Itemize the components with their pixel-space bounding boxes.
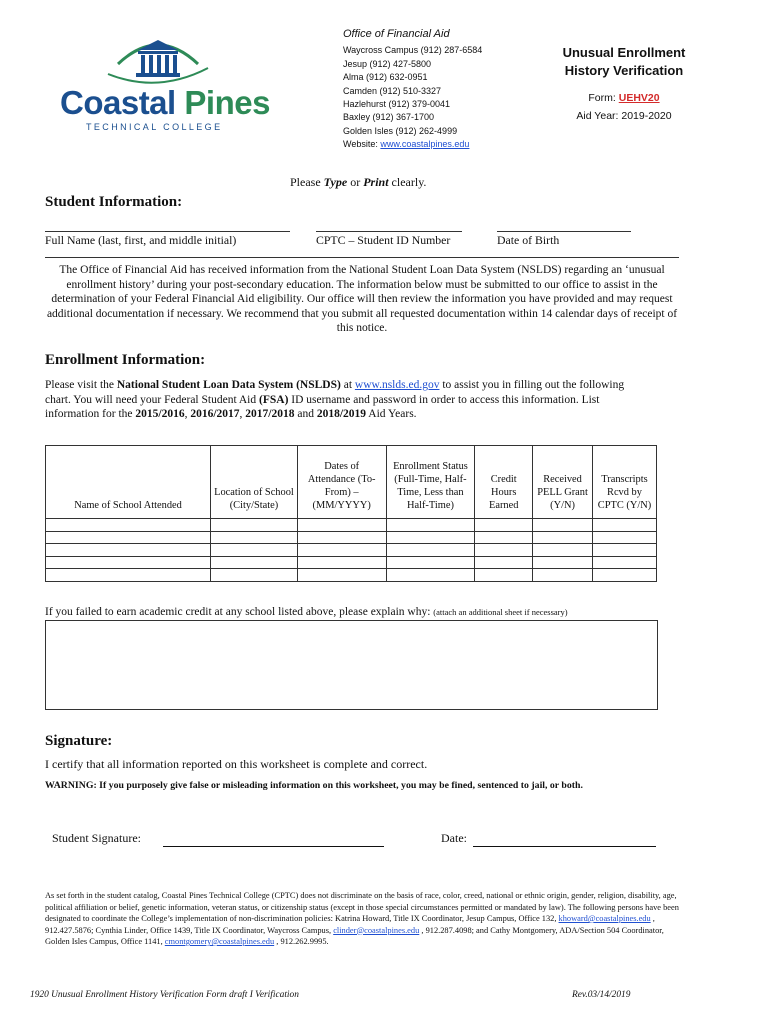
non-discrimination-notice: As set forth in the student catalog, Coastal Pines Technical College (CPTC) does not discriminate on the basis of race, color, creed, national or ethnic origin, gender, religion, disability, age, political affiliation or belief, genetic information, veteran status, or citizenship status (except in those special circumstances permitted or mandated by law). The following persons have been designated to coordinate the College’s implementation of non-discrimination policies: Katrina Howard, Title IX Coordinator, Jesup Campus, Office 132, khoward@coastalpines.edu , 912.427.5876; Cynthia Linder, Office 1439, Title IX Coordinator, Waycross Campus, clinder@coastalpines.edu , 912.287.4098; and Cathy Montgomery, ADA/Section 504 Coordinator, Golden Isles Campus, Office 1141, cmontgomery@coastalpines.edu , 912.262.9995.	[45, 891, 679, 946]
table-cell[interactable]	[297, 519, 386, 532]
col-location: Location of School (City/State)	[211, 446, 298, 519]
table-cell[interactable]	[211, 544, 298, 557]
student-signature-label: Student Signature:	[52, 831, 141, 845]
table-cell[interactable]	[297, 556, 386, 569]
contact-line: Baxley (912) 367-1700	[343, 112, 435, 123]
form-meta: Form: UEHV20 Aid Year: 2019-2020	[548, 89, 700, 125]
college-logo	[52, 34, 270, 134]
form-code: UEHV20	[618, 92, 660, 104]
student-id-field[interactable]	[316, 218, 462, 232]
divider	[45, 257, 679, 258]
student-id-label: CPTC – Student ID Number	[316, 233, 451, 247]
table-cell[interactable]	[592, 519, 656, 532]
website-link[interactable]: www.coastalpines.edu	[380, 139, 470, 150]
email-link-cmontgomery[interactable]: cmontgomery@coastalpines.edu	[164, 937, 275, 946]
enrollment-table	[45, 445, 657, 582]
table-cell[interactable]	[475, 544, 533, 557]
explain-prompt: If you failed to earn academic credit at any school listed above, please explain why: (attach an additional sheet if necessary)	[45, 606, 568, 618]
table-cell[interactable]	[475, 531, 533, 544]
email-link-clinder[interactable]: clinder@coastalpines.edu	[333, 925, 420, 935]
dob-field[interactable]	[497, 218, 631, 232]
table-cell[interactable]	[211, 519, 298, 532]
date-label: Date:	[441, 831, 467, 845]
table-cell[interactable]	[46, 556, 211, 569]
table-cell[interactable]	[46, 519, 211, 532]
columns-building-icon	[98, 34, 218, 86]
dob-label: Date of Birth	[497, 233, 560, 247]
form-title: Unusual Enrollment History Verification	[562, 45, 686, 78]
signature-heading: Signature:	[45, 733, 113, 749]
enrollment-heading: Enrollment Information:	[45, 352, 206, 368]
date-field[interactable]	[473, 846, 656, 847]
table-row	[46, 556, 657, 569]
table-row	[46, 519, 657, 532]
contact-line: Alma (912) 632-0951	[343, 72, 428, 83]
table-cell[interactable]	[386, 569, 475, 582]
office-title: Office of Financial Aid	[343, 28, 450, 40]
col-school-name: Name of School Attended	[46, 446, 211, 519]
table-cell[interactable]	[297, 569, 386, 582]
table-cell[interactable]	[211, 569, 298, 582]
table-cell[interactable]	[592, 569, 656, 582]
table-row	[46, 569, 657, 582]
contact-line: Camden (912) 510-3327	[343, 85, 442, 96]
contact-block	[343, 28, 482, 152]
table-cell[interactable]	[475, 569, 533, 582]
logo-subtitle: TECHNICAL COLLEGE	[86, 122, 223, 132]
contact-line: Jesup (912) 427-5800	[343, 58, 432, 69]
document-name: 1920 Unusual Enrollment History Verification Form draft I Verification	[30, 990, 299, 1000]
revision-date: Rev.03/14/2019	[572, 990, 631, 1000]
enrollment-instructions: Please visit the National Student Loan Data System (NSLDS) at www.nslds.ed.gov to assist you in filling out the following chart. You will need your Federal Student Aid (FSA) ID username and password in order to access this information. List information for the 2015/2016, 2016/2017, 2017/2018 and 2018/2019 Aid Years.	[45, 379, 625, 421]
table-cell[interactable]	[475, 519, 533, 532]
explanation-textbox[interactable]	[45, 620, 658, 710]
table-cell[interactable]	[475, 556, 533, 569]
col-transcripts: Transcripts Rcvd by CPTC (Y/N)	[592, 446, 656, 519]
table-cell[interactable]	[386, 544, 475, 557]
table-cell[interactable]	[592, 556, 656, 569]
website-line: Website: www.coastalpines.edu	[343, 139, 470, 150]
col-credit-hours: Credit Hours Earned	[475, 446, 533, 519]
table-cell[interactable]	[211, 556, 298, 569]
warning-statement: WARNING: If you purposely give false or misleading information on this worksheet, you may be fined, sentenced to jail, or both.	[45, 780, 583, 791]
table-cell[interactable]	[46, 544, 211, 557]
table-cell[interactable]	[533, 544, 593, 557]
table-cell[interactable]	[533, 531, 593, 544]
col-dates: Dates of Attendance (To-From) – (MM/YYYY)	[297, 446, 386, 519]
table-cell[interactable]	[297, 544, 386, 557]
table-row	[46, 544, 657, 557]
email-link-khoward[interactable]: khoward@coastalpines.edu	[558, 914, 651, 923]
print-instruction: Please Type or Print clearly.	[290, 175, 427, 189]
table-cell[interactable]	[297, 531, 386, 544]
logo-wordmark: Coastal Pines	[60, 84, 270, 121]
contact-line: Golden Isles (912) 262-4999	[343, 125, 458, 136]
full-name-field[interactable]	[45, 218, 290, 232]
table-cell[interactable]	[46, 569, 211, 582]
table-cell[interactable]	[211, 531, 298, 544]
table-cell[interactable]	[46, 531, 211, 544]
col-pell-grant: Received PELL Grant (Y/N)	[533, 446, 593, 519]
col-enrollment-status: Enrollment Status (Full-Time, Half-Time, Less than Half-Time)	[386, 446, 475, 519]
table-cell[interactable]	[592, 531, 656, 544]
notice-paragraph: The Office of Financial Aid has received information from the National Student Loan Data System (NSLDS) regarding an ‘unusual enrollment history’ during your post-secondary education. The information below must be submitted to our office to assist in the determination of your Federal Financial Aid eligibility. Our office will then review the information you have provided and may request additional documentation if necessary. We recommend that you submit all requested documentation within 14 calendar days of receipt of this notice.	[46, 264, 678, 335]
table-cell[interactable]	[533, 519, 593, 532]
certify-statement: I certify that all information reported on this worksheet is complete and correct.	[45, 757, 428, 771]
student-info-heading: Student Information:	[45, 194, 183, 210]
table-row	[46, 531, 657, 544]
nslds-link[interactable]: www.nslds.ed.gov	[354, 379, 440, 391]
table-cell[interactable]	[386, 556, 475, 569]
form-title-block	[548, 44, 700, 125]
student-signature-field[interactable]	[163, 846, 384, 847]
contact-line: Hazlehurst (912) 379-0041	[343, 99, 451, 110]
table-header-row	[46, 446, 657, 519]
table-cell[interactable]	[533, 556, 593, 569]
table-cell[interactable]	[592, 544, 656, 557]
table-cell[interactable]	[386, 519, 475, 532]
full-name-label: Full Name (last, first, and middle initial)	[45, 233, 237, 247]
table-cell[interactable]	[533, 569, 593, 582]
contact-line: Waycross Campus (912) 287-6584	[343, 45, 483, 56]
table-cell[interactable]	[386, 531, 475, 544]
aid-year: Aid Year: 2019-2020	[576, 110, 672, 122]
